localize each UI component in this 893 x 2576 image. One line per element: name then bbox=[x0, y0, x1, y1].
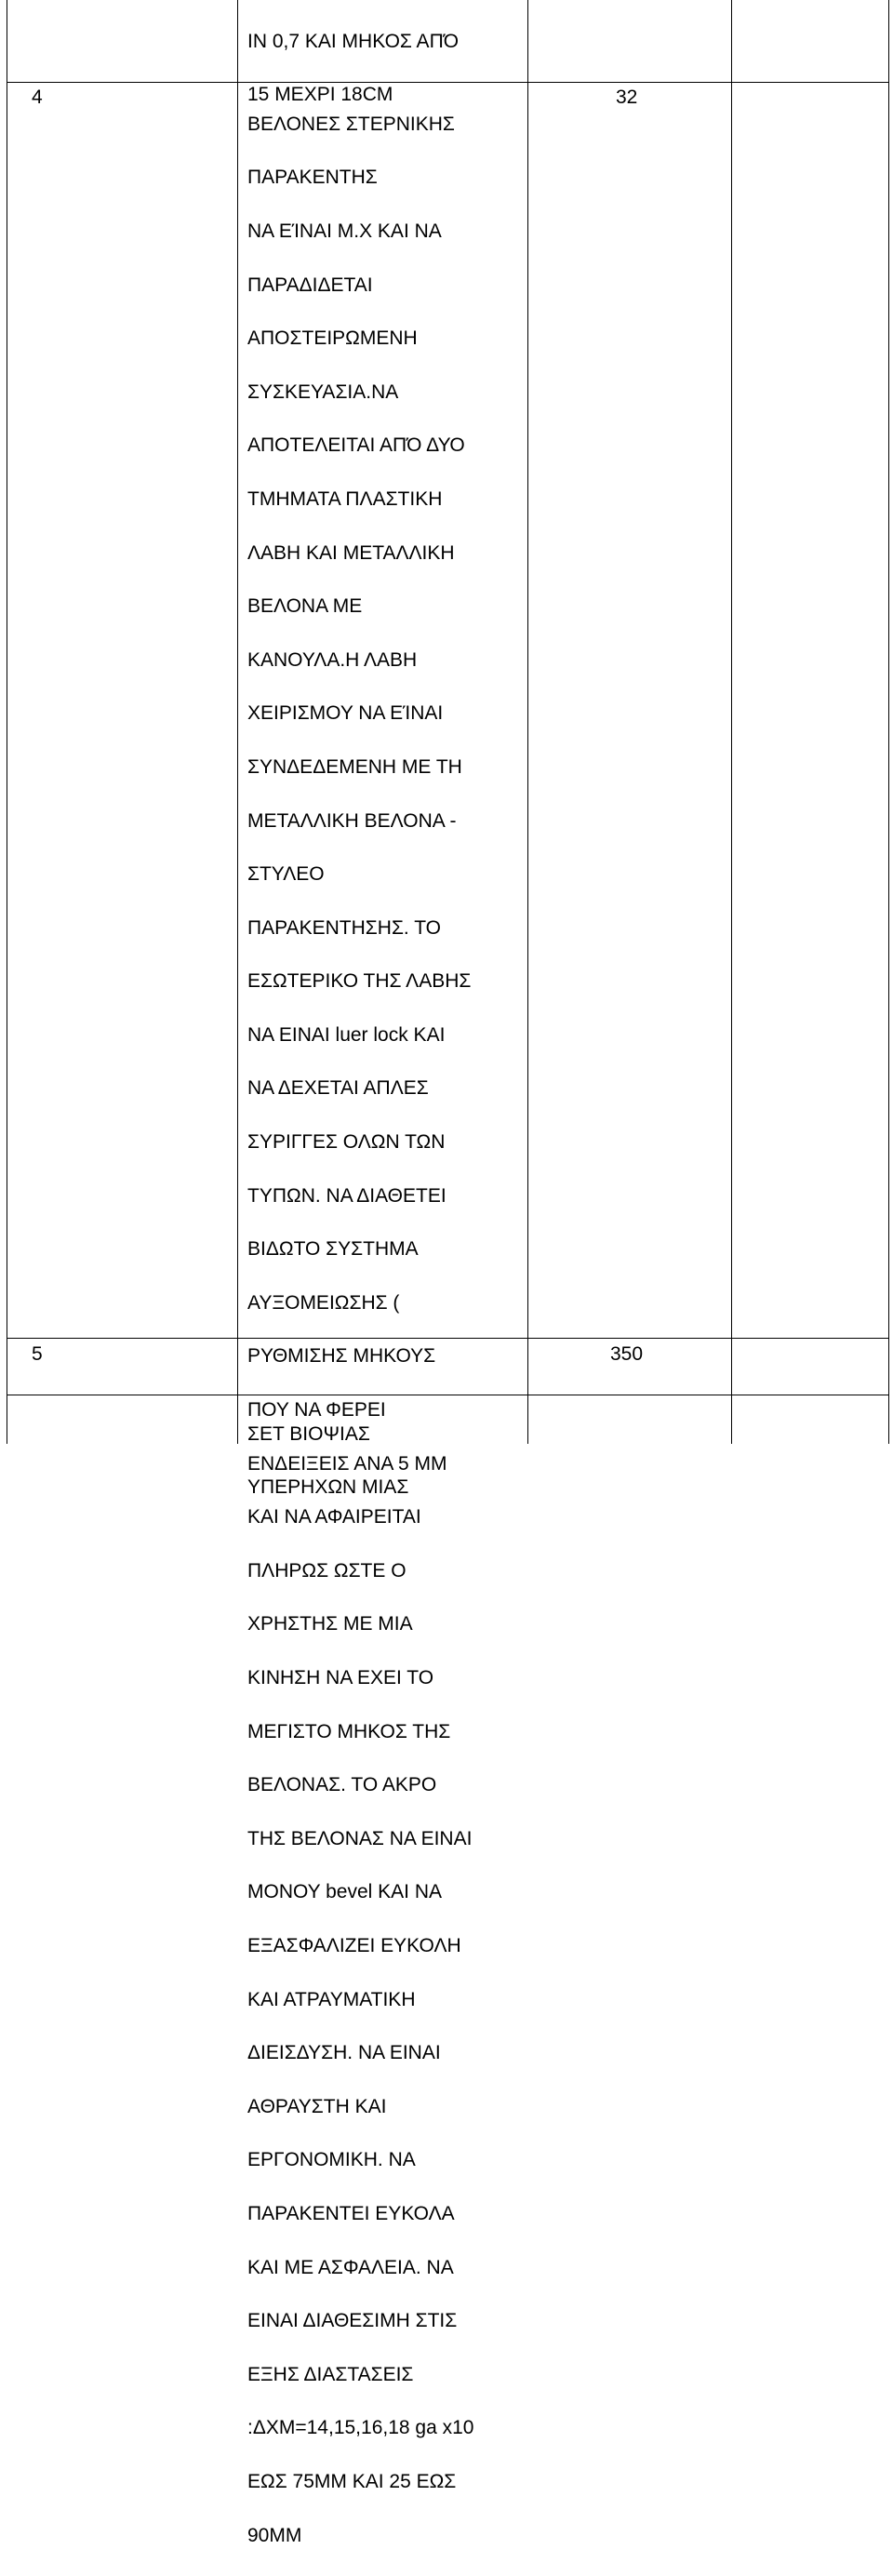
description-line: ΒΕΛΟΝΑΣ. ΤΟ ΑΚΡΟ bbox=[247, 1774, 437, 1796]
description-cell-item-5 bbox=[247, 1395, 408, 1528]
description-line: ΥΠΕΡΗΧΩΝ ΜΙΑΣ bbox=[247, 1476, 409, 1499]
description-line: ΑΠΟΤΕΛΕΙΤΑΙ ΑΠΌ ΔΥΟ bbox=[247, 434, 465, 457]
description-line: ΕΝΔΕΙΞΕΙΣ ΑΝΑ 5 ΜΜ bbox=[247, 1452, 447, 1475]
description-line: ΜΕΤΑΛΛΙΚΗ ΒΕΛΟΝΑ - bbox=[247, 809, 457, 832]
description-line: ΑΠΟΣΤΕΙΡΩΜΕΝΗ bbox=[247, 327, 418, 350]
description-line: ΝΑ ΕΙΝΑΙ luer lock ΚΑΙ bbox=[247, 1023, 446, 1046]
description-line: 15 ΜΕΧΡΙ 18CM bbox=[247, 84, 393, 106]
description-line: ΠΑΡΑΚΕΝΤΗΣ bbox=[247, 167, 378, 189]
description-line: ΠΑΡΑΚΕΝΤΗΣΗΣ. ΤΟ bbox=[247, 916, 442, 939]
description-line: ΡΥΘΜΙΣΗΣ ΜΗΚΟΥΣ bbox=[247, 1345, 436, 1368]
description-line: ΚΑΙ ΝΑ ΑΦΑΙΡΕΙΤΑΙ bbox=[247, 1506, 421, 1528]
description-line: ΕΣΩΤΕΡΙΚΟ ΤΗΣ ΛΑΒΗΣ bbox=[247, 970, 472, 993]
description-line: ΑΥΞΟΜΕΙΩΣΗΣ ( bbox=[247, 1291, 400, 1314]
description-line: ΚΑΙ ΜΕ ΑΣΦΑΛΕΙΑ. ΝΑ bbox=[247, 2256, 454, 2278]
description-line: ΝΑ ΔΕΧΕΤΑΙ ΑΠΛΕΣ bbox=[247, 1077, 429, 1100]
description-line: ΜΕΓΙΣΤΟ ΜΗΚΟΣ ΤΗΣ bbox=[247, 1720, 451, 1742]
description-line: ΕΩΣ 75ΜΜ ΚΑΙ 25 ΕΩΣ bbox=[247, 2470, 457, 2492]
description-line: ΛΑΒΗ ΚΑΙ ΜΕΤΑΛΛΙΚΗ bbox=[247, 541, 455, 564]
description-line: ΤΥΠΩΝ. ΝΑ ΔΙΑΘΕΤΕΙ bbox=[247, 1184, 446, 1207]
description-line: ΔΙΕΙΣΔΥΣΗ. ΝΑ ΕΙΝΑΙ bbox=[247, 2042, 441, 2064]
description-line: ΤΜΗΜΑΤΑ ΠΛΑΣΤΙΚΗ bbox=[247, 487, 443, 510]
description-line: ΣΥΝΔΕΔΕΜΕΝΗ ΜΕ ΤΗ bbox=[247, 755, 462, 778]
description-line: ΒΕΛΟΝΕΣ ΣΤΕΡΝΙΚΗΣ bbox=[247, 113, 455, 135]
description-line: ΕΙΝΑΙ ΔΙΑΘΕΣΙΜΗ ΣΤΙΣ bbox=[247, 2310, 458, 2332]
description-line: ΒΕΛΟΝΑ ΜΕ bbox=[247, 595, 363, 618]
item-number: 4 bbox=[32, 87, 43, 108]
item-number: 5 bbox=[32, 1343, 43, 1365]
description-line: ΣΤΥΛΕΟ bbox=[247, 863, 325, 886]
column-divider-quantity bbox=[731, 0, 732, 1444]
description-line: ΜΟΝΟΥ bevel ΚΑΙ ΝΑ bbox=[247, 1881, 443, 1903]
description-line: ΕΡΓΟΝΟΜΙΚΗ. ΝΑ bbox=[247, 2149, 416, 2171]
description-line: ΕΞΑΣΦΑΛΙΖΕΙ ΕΥΚΟΛΗ bbox=[247, 1934, 461, 1956]
column-divider-description bbox=[527, 0, 528, 1444]
description-line: ΚΙΝΗΣΗ ΝΑ ΕΧΕΙ ΤΟ bbox=[247, 1667, 434, 1689]
description-line: :ΔΧΜ=14,15,16,18 ga x10 bbox=[247, 2417, 474, 2439]
description-line: ΣΥΡΙΓΓΕΣ ΟΛΩΝ ΤΩΝ bbox=[247, 1131, 446, 1154]
description-line: IN 0,7 ΚΑΙ ΜΗΚΟΣ ΑΠΌ bbox=[247, 30, 459, 52]
item-quantity: 32 bbox=[616, 87, 638, 108]
item-quantity: 350 bbox=[610, 1343, 644, 1365]
description-line: 90ΜΜ bbox=[247, 2524, 302, 2546]
description-line: ΣΕΤ ΒΙΟΨΙΑΣ bbox=[247, 1422, 370, 1445]
table-border-right bbox=[888, 0, 889, 1444]
description-line: ΑΘΡΑΥΣΤΗ ΚΑΙ bbox=[247, 2095, 387, 2117]
description-line: ΠΑΡΑΚΕΝΤΕΙ ΕΥΚΟΛΑ bbox=[247, 2202, 455, 2224]
description-line: ΧΕΙΡΙΣΜΟΥ ΝΑ ΕΊΝΑΙ bbox=[247, 702, 444, 725]
description-line: ΠΛΗΡΩΣ ΩΣΤΕ Ο bbox=[247, 1559, 407, 1582]
description-line: ΚΑΝΟΥΛΑ.Η ΛΑΒΗ bbox=[247, 648, 418, 671]
description-cell-item-4 bbox=[247, 85, 473, 2576]
description-line: ΠΟΥ ΝΑ ΦΕΡΕΙ bbox=[247, 1399, 386, 1421]
description-line: ΠΑΡΑΔΙΔΕΤΑΙ bbox=[247, 274, 373, 296]
description-line: ΧΡΗΣΤΗΣ ΜΕ ΜΙΑ bbox=[247, 1613, 413, 1635]
column-divider-number bbox=[237, 0, 238, 1444]
description-line: ΤΗΣ ΒΕΛΟΝΑΣ ΝΑ ΕΙΝΑΙ bbox=[247, 1827, 473, 1849]
description-line: ΚΑΙ ΑΤΡΑΥΜΑΤΙΚΗ bbox=[247, 1988, 416, 2010]
description-line: ΝΑ ΕΊΝΑΙ Μ.Χ ΚΑΙ ΝΑ bbox=[247, 220, 442, 242]
description-line: ΒΙΔΩΤΟ ΣΥΣΤΗΜΑ bbox=[247, 1238, 419, 1261]
description-line: ΕΞΗΣ ΔΙΑΣΤΑΣΕΙΣ bbox=[247, 2363, 414, 2385]
description-line: ΣΥΣΚΕΥΑΣΙΑ.ΝΑ bbox=[247, 380, 399, 403]
